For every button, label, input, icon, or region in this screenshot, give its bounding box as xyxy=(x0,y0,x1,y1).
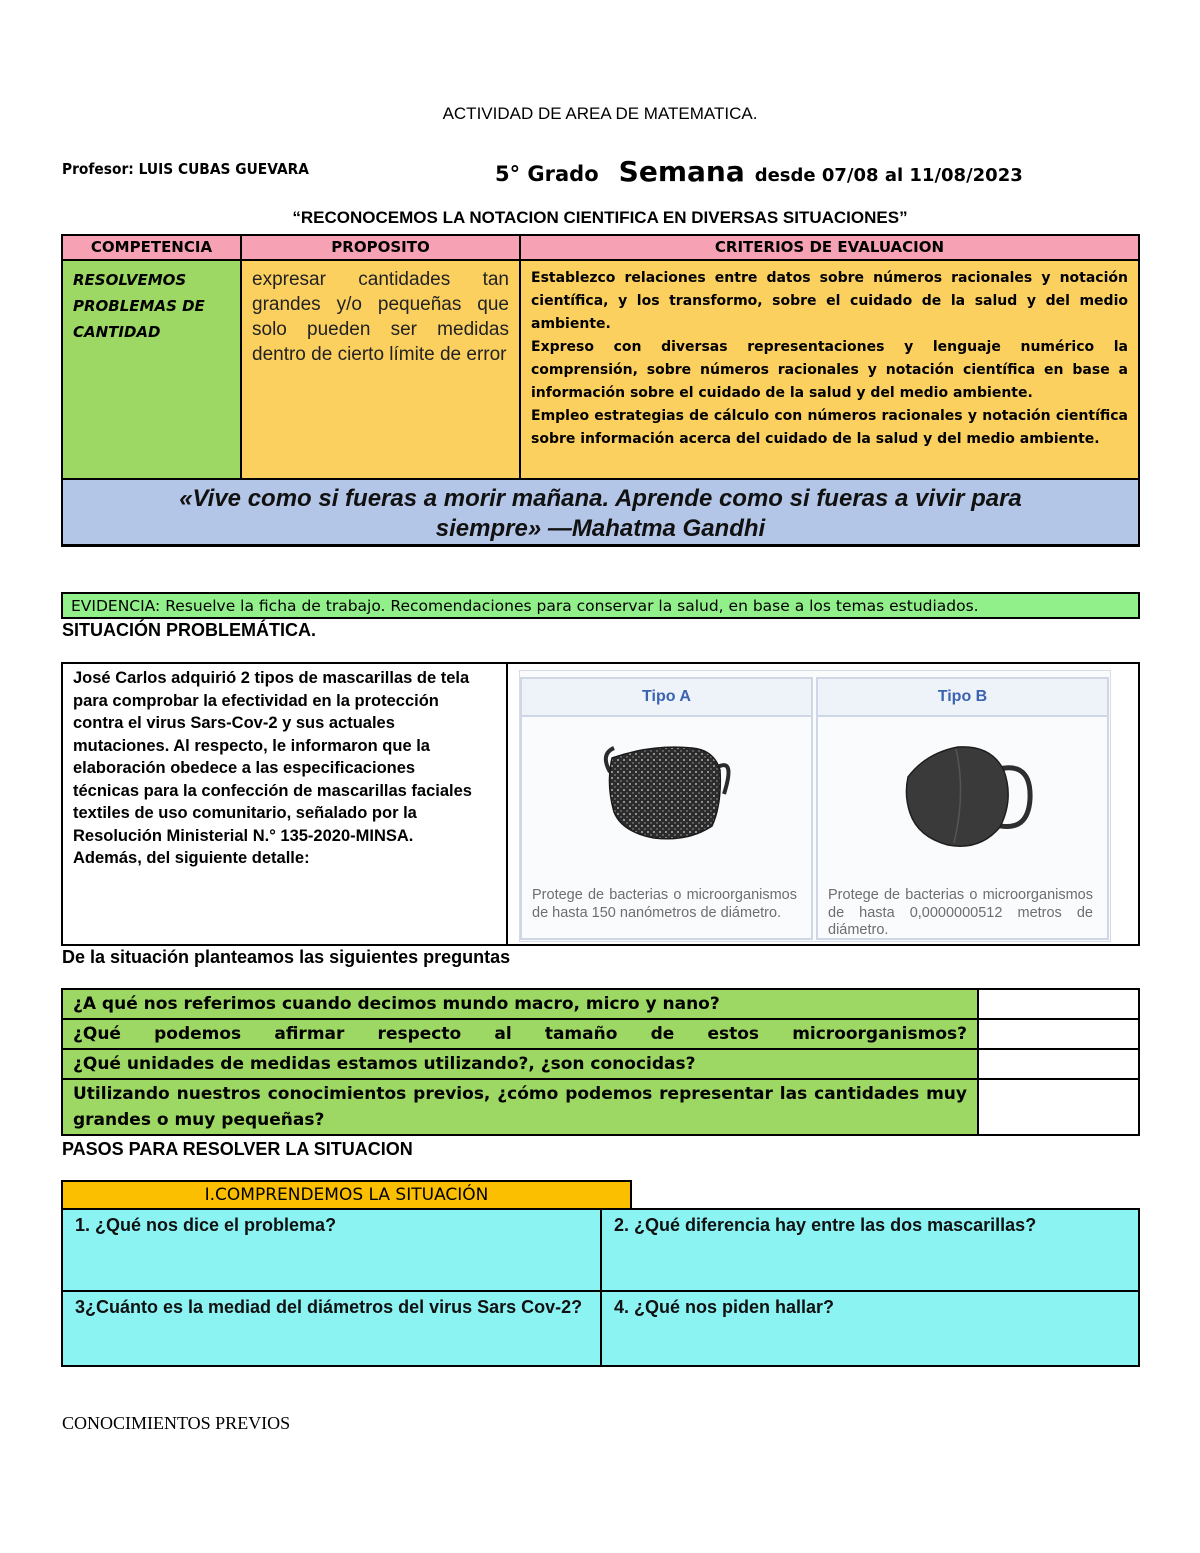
evidence-bar xyxy=(61,592,1140,619)
situation-text: José Carlos adquirió 2 tipos de mascarillas de tela para comprobar la efectividad en la protección contra el virus Sars-Cov-2 y sus actuales mutaciones. Al respecto, le informaron que la elaboración obedece a las especificaciones técnicas para la confección de mascarillas faciales textiles de uso comunitario, señalado por la Resolución Ministerial N.° 135-2020-MINSA. Además, del siguiente detalle: xyxy=(73,669,472,867)
week-dates: desde 07/08 al 11/08/2023 xyxy=(754,165,1023,186)
fabric-mask-icon xyxy=(592,734,742,854)
questions-table xyxy=(61,988,1140,1136)
questions-heading: De la situación planteamos las siguientes preguntas xyxy=(62,947,511,967)
situation-divider xyxy=(506,664,508,944)
competencia-column xyxy=(63,236,242,478)
question-cell-1[interactable]: 1. ¿Qué nos dice el problema? xyxy=(75,1215,337,1235)
mask-type-b-title: Tipo B xyxy=(818,679,1107,717)
mask-type-b-description: Protege de bacterias o microorganismos de hasta 0,0000000512 metros de diámetro. xyxy=(828,887,1093,938)
criterios-header: CRITERIOS DE EVALUACION xyxy=(521,236,1138,261)
question-text: ¿A qué nos referimos cuando decimos mundo macro, micro y nano? xyxy=(63,990,979,1018)
answer-cell[interactable] xyxy=(979,1020,1138,1048)
criterios-list xyxy=(521,261,1138,478)
question-cell-3[interactable]: 3¿Cuánto es la mediad del diámetros del virus Sars Cov-2? xyxy=(75,1297,583,1317)
question-cell-4[interactable]: 4. ¿Qué nos piden hallar? xyxy=(614,1297,835,1317)
grade-week-line xyxy=(495,155,1023,188)
answer-cell[interactable] xyxy=(979,990,1138,1018)
quote-box xyxy=(61,478,1140,547)
mask-type-a-title: Tipo A xyxy=(522,679,811,717)
question-text: ¿Qué unidades de medidas estamos utilizando?, ¿son conocidas? xyxy=(63,1050,979,1078)
prior-knowledge-heading: CONOCIMIENTOS PREVIOS xyxy=(62,1413,291,1433)
competencia-header: COMPETENCIA xyxy=(63,236,240,261)
quote-line-1: «Vive como si fueras a morir mañana. Aprende como si fueras a vivir para xyxy=(179,485,1022,512)
criterios-column xyxy=(521,236,1138,478)
evidence-label: EVIDENCIA: xyxy=(71,597,161,615)
question-text: ¿Qué podemos afirmar respecto al tamaño de estos microorganismos? xyxy=(63,1020,979,1048)
grade-label: 5° Grado xyxy=(495,162,599,186)
steps-heading: PASOS PARA RESOLVER LA SITUACION xyxy=(62,1139,413,1159)
section-title: I.COMPRENDEMOS LA SITUACIÓN xyxy=(61,1180,632,1208)
question-row xyxy=(63,1050,1138,1080)
proposito-column xyxy=(242,236,521,478)
question-row xyxy=(63,990,1138,1020)
situation-box xyxy=(61,662,1140,946)
answer-cell[interactable] xyxy=(979,1050,1138,1078)
situation-title: SITUACIÓN PROBLEMÁTICA. xyxy=(62,620,316,640)
mask-comparison-image xyxy=(519,670,1111,942)
document-title: ACTIVIDAD DE AREA DE MATEMATICA. xyxy=(442,104,758,123)
competency-table xyxy=(61,234,1140,480)
evidence-text: Resuelve la ficha de trabajo. Recomendaciones para conservar la salud, en base a los temas estudiados. xyxy=(165,597,979,615)
understanding-grid xyxy=(61,1208,1140,1367)
question-row xyxy=(63,1080,1138,1134)
criterio-item: Empleo estrategias de cálculo con números racionales y notación científica sobre información acerca del cuidado de la salud y del medio ambiente. xyxy=(531,408,1128,447)
criterio-item: Establezco relaciones entre datos sobre números racionales y notación científica, y los transformo, sobre el cuidado de la salud y del medio ambiente. xyxy=(531,270,1128,332)
kn95-mask-icon xyxy=(896,733,1056,859)
question-cell-2[interactable]: 2. ¿Qué diferencia hay entre las dos mascarillas? xyxy=(614,1215,1037,1235)
competencia-text: RESOLVEMOS PROBLEMAS DE CANTIDAD xyxy=(63,261,240,478)
mask-type-b xyxy=(816,677,1109,940)
proposito-header: PROPOSITO xyxy=(242,236,519,261)
mask-type-a xyxy=(520,677,813,940)
criterio-item: Expreso con diversas representaciones y lenguaje numérico la comprensión, sobre números racionales y notación científica en base a información sobre el cuidado de la salud y del medio ambiente. xyxy=(531,339,1128,401)
proposito-text: expresar cantidades tan grandes y/o pequeñas que solo pueden ser medidas dentro de cierto límite de error xyxy=(242,261,519,478)
question-row xyxy=(63,1020,1138,1050)
week-label: Semana xyxy=(618,155,745,188)
quote-line-2: siempre» —Mahatma Gandhi xyxy=(435,515,766,542)
answer-cell[interactable] xyxy=(979,1080,1138,1134)
mask-type-a-description: Protege de bacterias o microorganismos de hasta 150 nanómetros de diámetro. xyxy=(532,887,797,921)
question-text: Utilizando nuestros conocimientos previos, ¿cómo podemos representar las cantidades muy grandes o muy pequeñas? xyxy=(63,1080,979,1134)
activity-subtitle: “RECONOCEMOS LA NOTACION CIENTIFICA EN DIVERSAS SITUACIONES” xyxy=(292,208,908,227)
teacher-name: Profesor: LUIS CUBAS GUEVARA xyxy=(62,160,309,178)
